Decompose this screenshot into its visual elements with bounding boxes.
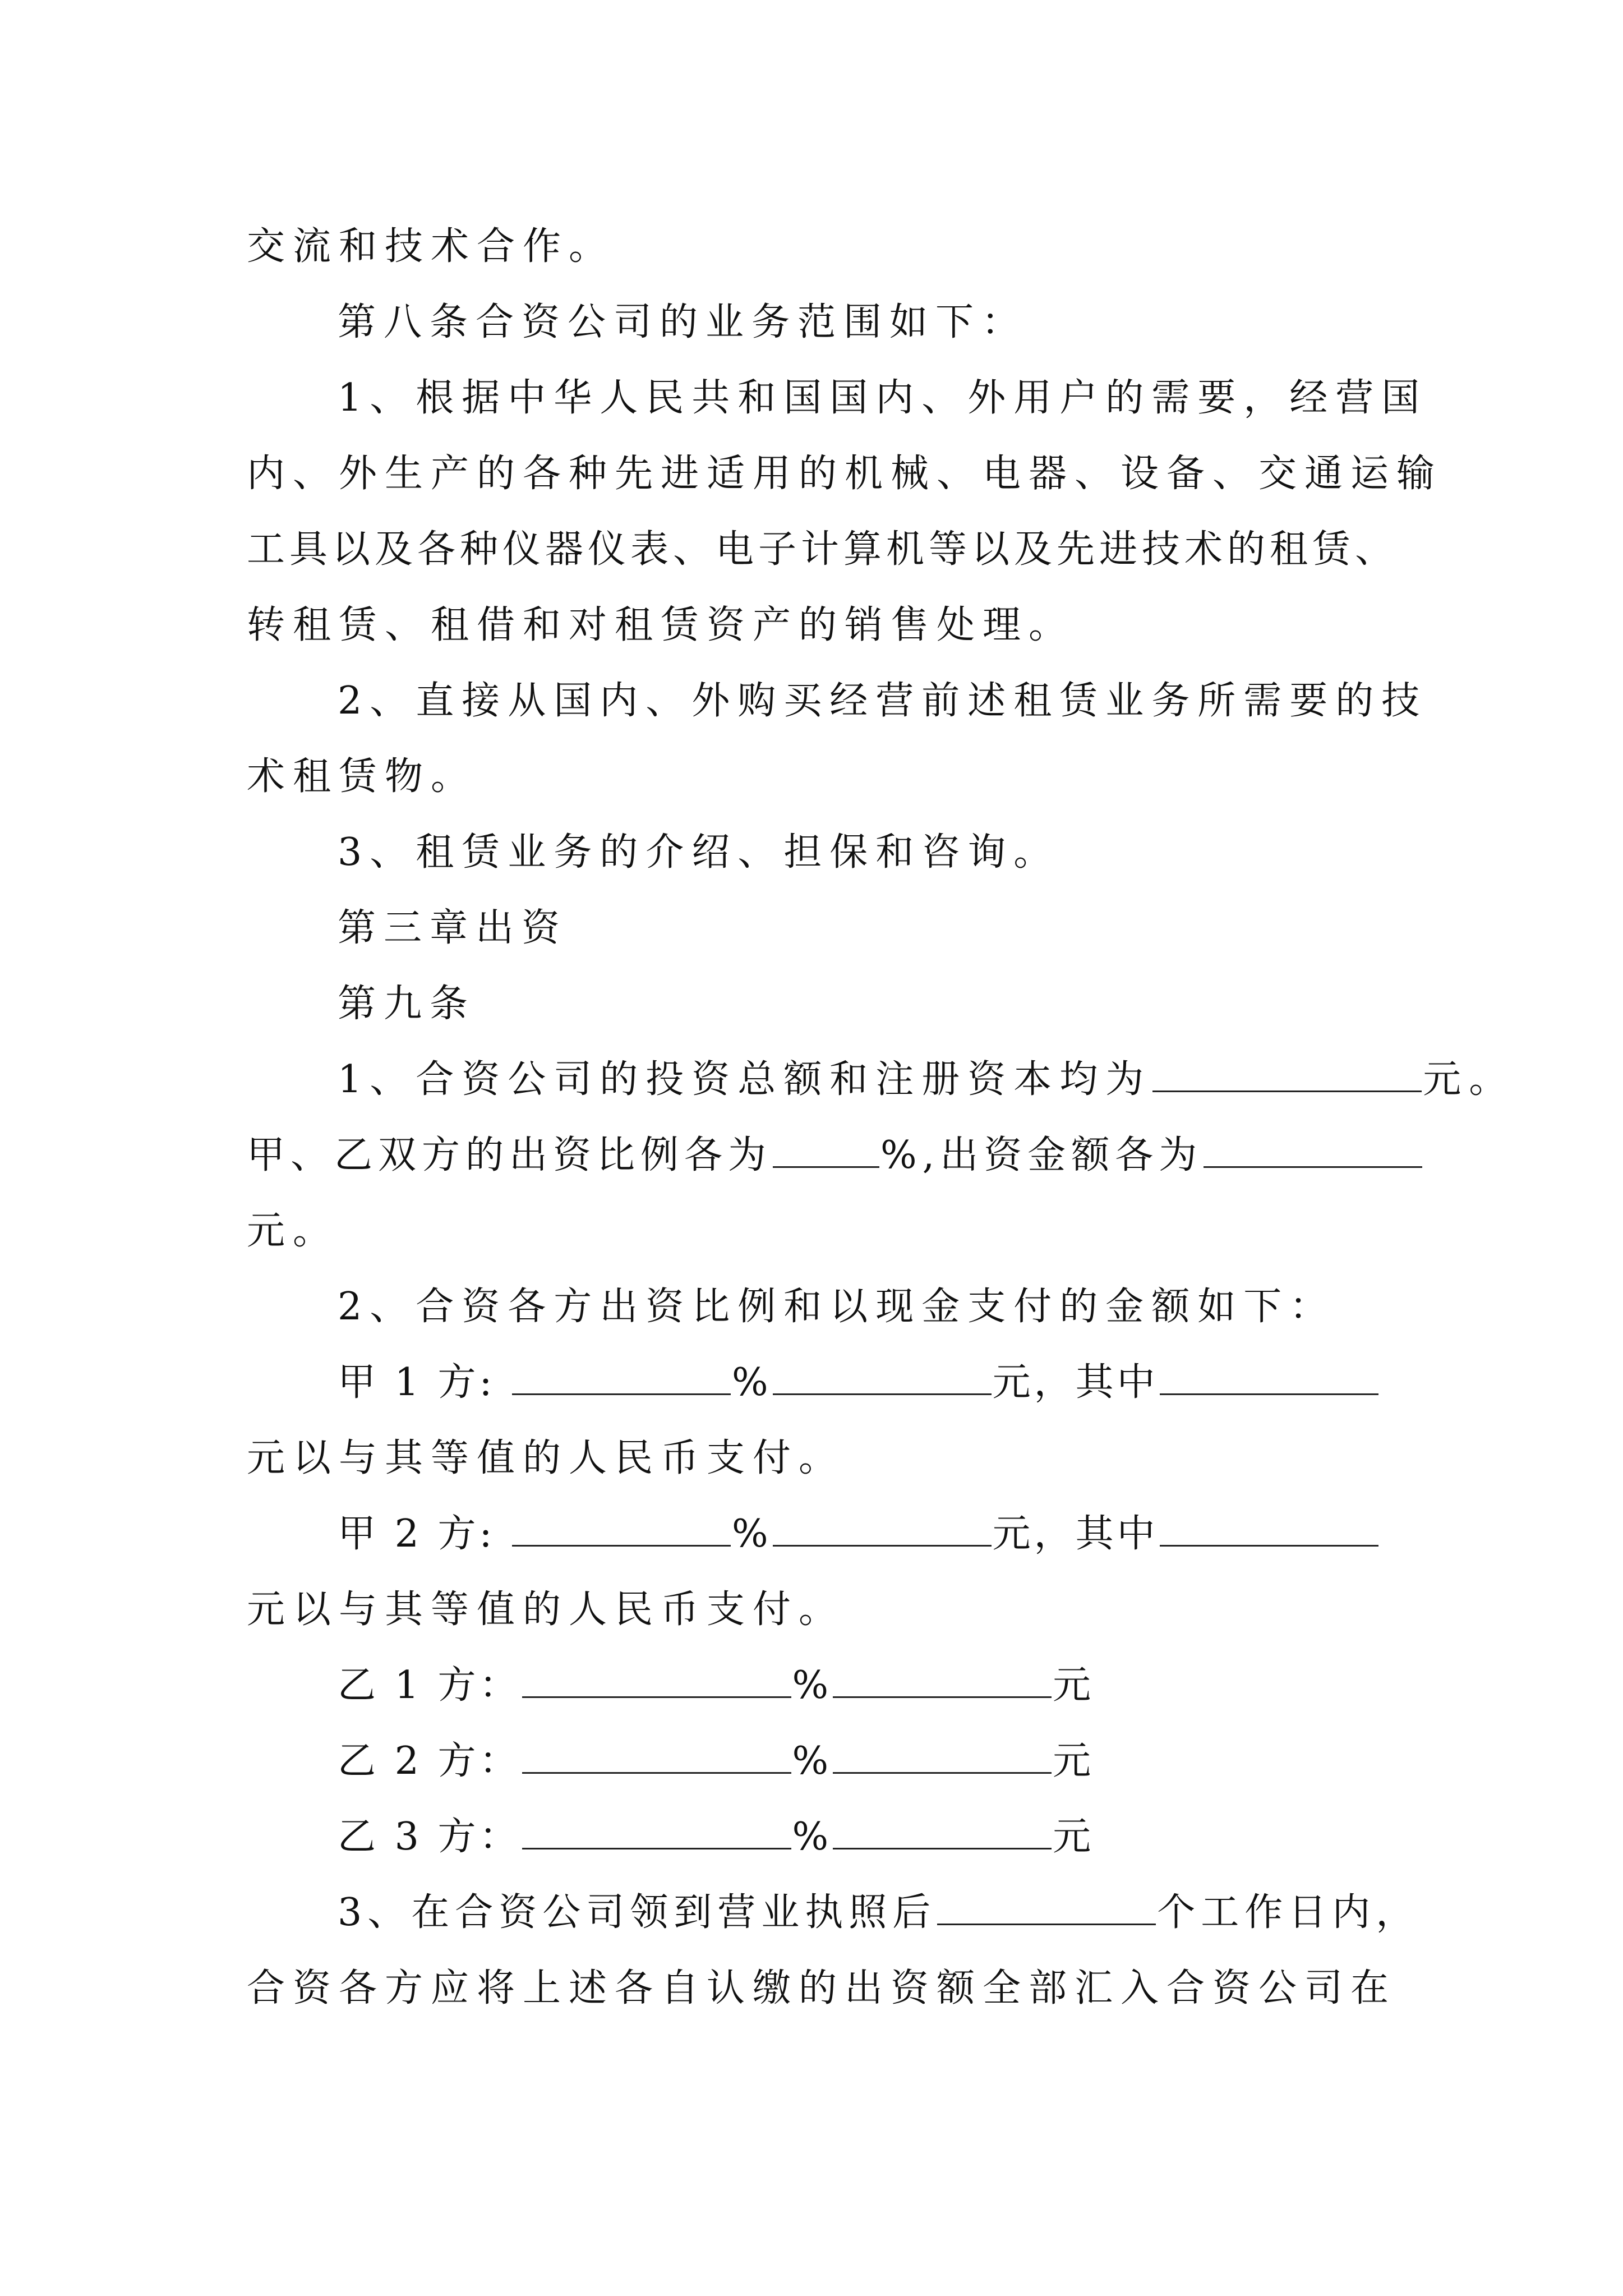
text: % [732, 1360, 772, 1405]
blank-a1-foreign[interactable] [1160, 1359, 1378, 1395]
text: 3、租赁业务的介绍、担保和咨询。 [338, 830, 1060, 875]
text: 甲 2 方: [338, 1512, 511, 1556]
text-line [247, 524, 1398, 575]
blank-a1-amount[interactable] [773, 1359, 992, 1395]
text: 2、合资各方出资比例和以现金支付的金额如下： [338, 1285, 1336, 1329]
text: % [732, 1512, 772, 1556]
text-line [338, 1888, 1482, 1938]
text: 第三章出资 [338, 906, 568, 950]
text: 1、合资公司的投资总额和注册资本均为 [338, 1057, 1152, 1102]
text: 工具以及各种仪器仪表、电子计算机等以及先进技术的租赁、 [247, 527, 1398, 572]
text: 元以与其等值的人民币支付。 [247, 1588, 845, 1632]
text: 乙 3 方： [338, 1815, 521, 1859]
text: 第八条合资公司的业务范围如下： [338, 300, 1028, 344]
article-9-heading [338, 979, 1482, 1029]
blank-b1-amount[interactable] [833, 1662, 1052, 1698]
text: 第九条 [338, 982, 476, 1026]
text: 交流和技术合作。 [247, 224, 615, 269]
text-line [338, 1282, 1482, 1332]
text: 元 [1053, 1815, 1095, 1859]
party-b1-line [338, 1660, 1482, 1711]
text: 转租赁、租借和对租赁资产的销售处理。 [247, 603, 1075, 647]
blank-b2-amount[interactable] [833, 1737, 1052, 1774]
blank-a1-ratio[interactable] [512, 1359, 731, 1395]
blank-a2-foreign[interactable] [1160, 1510, 1378, 1547]
text-line [247, 1963, 1397, 2014]
blank-b1-ratio[interactable] [522, 1662, 791, 1698]
text: 内、外生产的各种先进适用的机械、电器、设备、交通运输 [247, 452, 1443, 496]
party-b3-line [338, 1812, 1482, 1862]
blank-b3-ratio[interactable] [522, 1813, 791, 1849]
text: %,出资金额各为 [880, 1133, 1203, 1177]
text-line [247, 222, 1391, 272]
text: % [792, 1663, 832, 1708]
text: 元 [1053, 1663, 1095, 1708]
text-line [247, 1130, 1391, 1181]
text-line [247, 752, 1391, 802]
text: 乙 1 方： [338, 1663, 521, 1708]
text: 3、在合资公司领到营业执照后 [338, 1890, 937, 1935]
blank-amount[interactable] [1204, 1131, 1422, 1168]
text-line [338, 676, 1482, 726]
blank-working-days[interactable] [937, 1889, 1156, 1925]
text-line [247, 1206, 1391, 1257]
blank-ratio[interactable] [773, 1131, 879, 1168]
text: % [792, 1815, 832, 1859]
text-line [247, 449, 1443, 499]
text: % [792, 1739, 832, 1783]
party-b2-line [338, 1736, 1482, 1787]
text: 元 [1053, 1739, 1095, 1783]
text: 元，其中 [992, 1360, 1159, 1405]
text-line [247, 1585, 1391, 1635]
text: 元以与其等值的人民币支付。 [247, 1436, 845, 1480]
article-8-heading [338, 297, 1482, 348]
blank-total-investment[interactable] [1152, 1056, 1422, 1092]
text: 2、直接从国内、外购买经营前述租赁业务所需要的技 [338, 679, 1428, 723]
blank-a2-ratio[interactable] [512, 1510, 731, 1547]
text: 术租赁物。 [247, 754, 477, 799]
text: 元，其中 [992, 1512, 1159, 1556]
text-line [338, 1055, 1515, 1105]
text: 合资各方应将上述各自认缴的出资额全部汇入合资公司在 [247, 1966, 1397, 2010]
text-line [247, 600, 1391, 651]
text: 个工作日内， [1157, 1890, 1420, 1935]
text: 元。 [1423, 1057, 1515, 1102]
party-a1-line [338, 1358, 1482, 1408]
text-line [338, 373, 1482, 424]
blank-b2-ratio[interactable] [522, 1737, 791, 1774]
party-a2-line [338, 1509, 1482, 1559]
text: 甲 1 方: [338, 1360, 511, 1405]
chapter-3-heading [338, 903, 1482, 954]
text: 甲、乙双方的出资比例各为 [247, 1133, 772, 1177]
blank-a2-amount[interactable] [773, 1510, 992, 1547]
text-line [247, 1433, 1391, 1484]
text: 1、根据中华人民共和国国内、外用户的需要，经营国 [338, 376, 1428, 420]
blank-b3-amount[interactable] [833, 1813, 1052, 1849]
text: 元。 [247, 1209, 339, 1253]
text: 乙 2 方： [338, 1739, 521, 1783]
text-line [338, 827, 1482, 878]
